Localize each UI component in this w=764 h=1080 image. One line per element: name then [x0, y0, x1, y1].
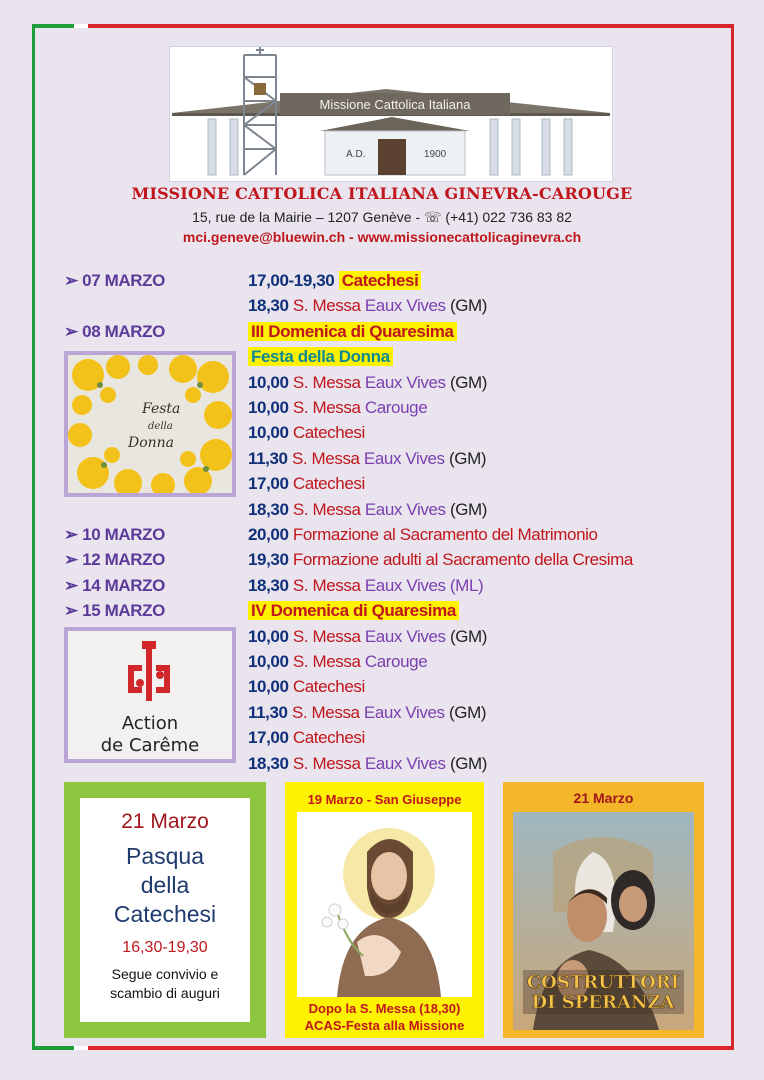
event-title: S. Messa: [291, 449, 360, 468]
schedule-event: [248, 624, 487, 649]
event-title: S. Messa: [292, 398, 361, 417]
schedule-event: [248, 598, 459, 623]
pasqua-date: 21 Marzo: [121, 810, 209, 833]
schedule-event: [248, 573, 483, 598]
festa-della-donna-image: [64, 351, 236, 497]
schedule-event: [248, 293, 487, 318]
event-time: 18,30: [248, 576, 289, 595]
flag-border-top: [32, 24, 734, 28]
event-note: (GM): [449, 500, 488, 519]
event-location: Carouge: [364, 652, 428, 671]
arrow-bullet-icon: ➢: [64, 550, 83, 569]
event-title: Catechesi: [292, 423, 365, 442]
banner-year: 1900: [424, 149, 447, 160]
banner-ad: A.D.: [346, 149, 366, 160]
flag-border-left: [32, 24, 35, 1050]
costruttori-title-1: COSTRUTTORI: [526, 972, 680, 993]
schedule-date: [64, 268, 165, 293]
schedule-event: [248, 471, 365, 496]
event-time: 10,00: [248, 677, 289, 696]
event-title: S. Messa: [292, 296, 361, 315]
event-location: Eaux Vives: [364, 296, 446, 315]
san-giuseppe-image: [297, 812, 472, 997]
event-time: 10,00: [248, 652, 289, 671]
costruttori-poster: [513, 812, 694, 1030]
schedule-event: [248, 497, 487, 522]
schedule-event: [248, 674, 365, 699]
event-time: 11,30: [248, 449, 288, 468]
arrow-bullet-icon: ➢: [64, 601, 83, 620]
event-time: 17,00-19,30: [248, 271, 335, 290]
schedule-date-label: 08 MARZO: [82, 322, 165, 341]
san-giuseppe-foot-line2: ACAS-Festa alla Missione: [304, 1018, 465, 1033]
event-title: S. Messa: [292, 627, 361, 646]
event-time: 18,30: [248, 500, 289, 519]
event-time: 10,00: [248, 627, 289, 646]
san-giuseppe-box: [285, 782, 484, 1038]
event-title: S. Messa: [292, 373, 361, 392]
schedule-event: [248, 725, 365, 750]
pasqua-card: [80, 798, 250, 1022]
event-time: 20,00: [248, 525, 289, 544]
pasqua-catechesi-box: [64, 782, 266, 1038]
event-title: Formazione adulti al Sacramento della Cresima: [292, 550, 633, 569]
event-location: Eaux Vives (ML): [364, 576, 484, 595]
action-text-1: Action: [121, 713, 179, 734]
costruttori-title-2: DI SPERANZA: [531, 992, 675, 1013]
event-note: (GM): [449, 449, 487, 468]
pasqua-title-line2: della: [140, 872, 190, 898]
costruttori-heading: 21 Marzo: [573, 790, 634, 806]
event-time: 18,30: [248, 754, 289, 773]
mission-banner-image: [169, 46, 613, 182]
schedule-date: [64, 547, 165, 572]
event-time: 17,00: [248, 474, 289, 493]
event-title: III Domenica di Quaresima: [248, 322, 457, 341]
event-location: Carouge: [364, 398, 428, 417]
banner-sign: Missione Cattolica Italiana: [319, 97, 471, 112]
san-giuseppe-foot-line1: Dopo la S. Messa (18,30): [308, 1001, 461, 1016]
schedule-date: [64, 573, 165, 598]
event-title: Formazione al Sacramento del Matrimonio: [292, 525, 598, 544]
san-giuseppe-heading: 19 Marzo - San Giuseppe: [307, 792, 462, 807]
event-location: Eaux Vives: [363, 703, 445, 722]
schedule-date-label: 15 MARZO: [82, 601, 165, 620]
festa-text-1: Festa: [142, 401, 181, 417]
event-title: Catechesi: [339, 271, 422, 290]
organization-contacts[interactable]: mci.geneve@bluewin.ch - www.missionecattolicaginevra.ch: [182, 229, 582, 245]
pasqua-note-line2: scambio di auguri: [110, 985, 220, 1001]
schedule-date: [64, 522, 165, 547]
schedule-date-label: 07 MARZO: [82, 271, 165, 290]
event-location: Eaux Vives: [364, 754, 446, 773]
pasqua-note-line1: Segue convivio e: [111, 966, 219, 982]
event-title: S. Messa: [291, 703, 360, 722]
event-time: 19,30: [248, 550, 289, 569]
schedule-event: [248, 319, 457, 344]
action-text-2: de Carême: [100, 735, 200, 756]
festa-text-3: Donna: [128, 435, 175, 451]
event-time: 11,30: [248, 703, 288, 722]
event-note: (GM): [449, 754, 488, 773]
schedule-date-label: 14 MARZO: [82, 576, 165, 595]
schedule-date: [64, 319, 165, 344]
schedule-event: [248, 344, 393, 369]
arrow-bullet-icon: ➢: [64, 271, 83, 290]
arrow-bullet-icon: ➢: [64, 576, 83, 595]
arrow-bullet-icon: ➢: [64, 322, 83, 341]
pasqua-title-line3: Catechesi: [113, 901, 217, 927]
event-title: Festa della Donna: [248, 347, 393, 366]
action-de-careme-logo: [64, 627, 236, 763]
schedule-date-label: 12 MARZO: [82, 550, 165, 569]
event-time: 10,00: [248, 398, 289, 417]
event-title: Catechesi: [292, 728, 365, 747]
schedule-event: [248, 700, 486, 725]
pasqua-time: 16,30-19,30: [122, 939, 208, 956]
event-time: 18,30: [248, 296, 289, 315]
event-title: S. Messa: [292, 754, 361, 773]
event-location: Eaux Vives: [364, 500, 446, 519]
event-note: (GM): [449, 627, 488, 646]
event-title: S. Messa: [292, 576, 361, 595]
schedule-event: [248, 268, 421, 293]
schedule-event: [248, 547, 633, 572]
organization-name: MISSIONE CATTOLICA ITALIANA GINEVRA-CAROUGE: [131, 184, 633, 203]
event-time: 10,00: [248, 373, 289, 392]
event-note: (GM): [449, 703, 487, 722]
schedule-event: [248, 395, 427, 420]
event-title: Catechesi: [292, 677, 365, 696]
festa-text-2: della: [148, 421, 173, 432]
event-title: S. Messa: [292, 652, 361, 671]
event-title: S. Messa: [292, 500, 361, 519]
schedule-event: [248, 370, 487, 395]
event-title: Catechesi: [292, 474, 365, 493]
schedule-date: [64, 598, 165, 623]
event-location: Eaux Vives: [364, 373, 446, 392]
costruttori-box: [503, 782, 704, 1038]
schedule-date-label: 10 MARZO: [82, 525, 165, 544]
schedule-event: [248, 446, 486, 471]
arrow-bullet-icon: ➢: [64, 525, 83, 544]
event-time: 17,00: [248, 728, 289, 747]
schedule-event: [248, 751, 487, 776]
schedule-event: [248, 649, 427, 674]
organization-address: 15, rue de la Mairie – 1207 Genève - ☏ (+41) 022 736 83 82: [192, 209, 572, 225]
schedule-event: [248, 522, 598, 547]
event-title: IV Domenica di Quaresima: [248, 601, 459, 620]
event-note: (GM): [449, 373, 488, 392]
event-location: Eaux Vives: [364, 627, 446, 646]
schedule-event: [248, 420, 365, 445]
event-location: Eaux Vives: [363, 449, 445, 468]
flag-border-bottom: [32, 1046, 734, 1050]
event-time: 10,00: [248, 423, 289, 442]
pasqua-title-line1: Pasqua: [125, 843, 204, 869]
flag-border-right: [731, 24, 734, 1050]
event-note: (GM): [449, 296, 488, 315]
